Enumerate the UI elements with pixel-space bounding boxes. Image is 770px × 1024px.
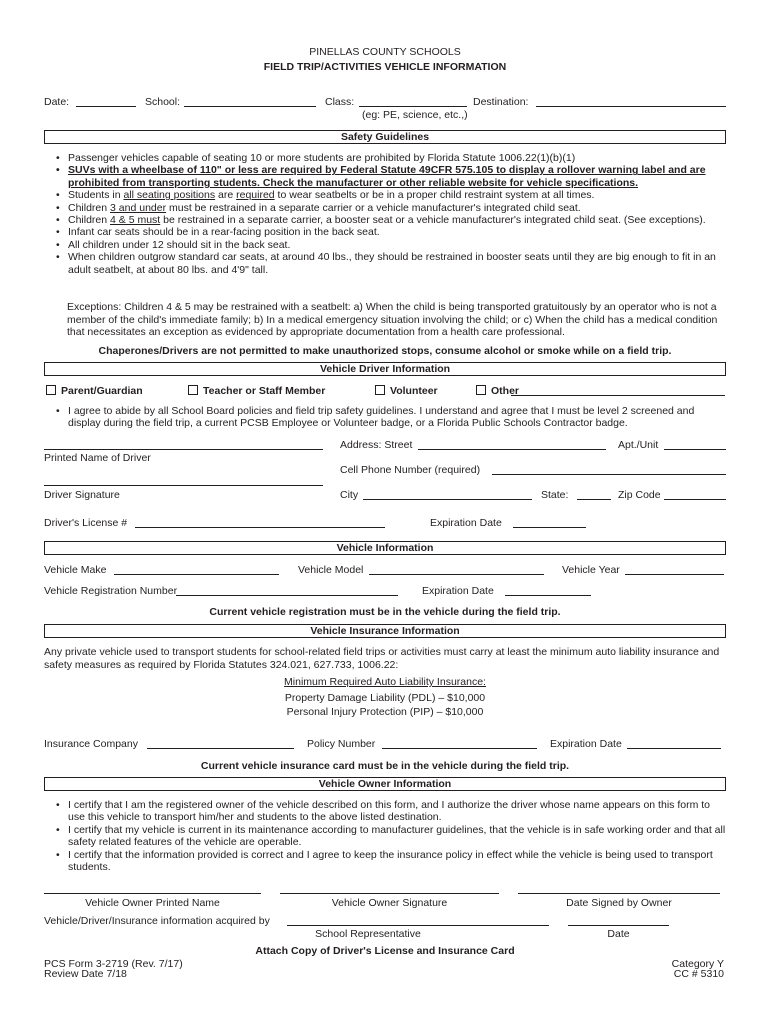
date-label: Date:: [44, 96, 70, 108]
checkbox-icon: [476, 385, 486, 395]
owner-certification: • I certify that the information provided is correct and I agree to keep the insurance policy in effect while the vehicle is being used to transport students.: [56, 849, 728, 874]
destination-field[interactable]: [536, 106, 726, 107]
safety-item: • Passenger vehicles capable of seating 10 or more students are prohibited by Florida Statute 1006.22(1)(b)(1): [56, 152, 728, 164]
safety-item-suv: • SUVs with a wheelbase of 110" or less are required by Federal Statute 49CFR 575.105 to display a rollover warning label and are prohibited from transporting students. Check the manufacturer or other reliable website for vehicle specifications.: [56, 164, 728, 189]
license-label: Driver's License #: [44, 517, 128, 529]
org-name: PINELLAS COUNTY SCHOOLS: [309, 46, 461, 58]
city-label: City: [340, 489, 359, 501]
driver-signature-label: Driver Signature: [44, 489, 120, 501]
owner-printed-name-field[interactable]: [44, 893, 261, 894]
driver-signature-field[interactable]: [44, 485, 323, 486]
state-field[interactable]: [577, 499, 611, 500]
checkbox-icon: [375, 385, 385, 395]
date-field[interactable]: [76, 106, 136, 107]
parent-guardian-checkbox[interactable]: Parent/Guardian: [46, 385, 143, 397]
license-expiration-label: Expiration Date: [430, 517, 502, 529]
owner-signature-label: Vehicle Owner Signature: [331, 897, 448, 909]
state-label: State:: [541, 489, 569, 501]
min-insurance-heading: Minimum Required Auto Liability Insurance:: [284, 676, 486, 688]
printed-name-field[interactable]: [44, 449, 323, 450]
cell-phone-label: Cell Phone Number (required): [340, 464, 481, 476]
rep-date-field[interactable]: [568, 925, 669, 926]
destination-label: Destination:: [473, 96, 529, 108]
policy-number-field[interactable]: [382, 748, 537, 749]
safety-list: [56, 152, 728, 276]
school-rep-label: School Representative: [315, 928, 421, 940]
teacher-staff-checkbox[interactable]: Teacher or Staff Member: [188, 385, 325, 397]
insurance-company-label: Insurance Company: [44, 738, 138, 750]
cc-number: CC # 5310: [673, 968, 724, 980]
driver-agreement: • I agree to abide by all School Board policies and field trip safety guidelines. I understand and agree that I must be level 2 screened and display during the field trip, a current PCSB Employee or Volunteer badge, or a Florida Public Schools Contractor badge.: [56, 405, 728, 430]
exceptions: Exceptions: Children 4 & 5 may be restrained with a seatbelt: a) When the child is being transported gratuitously by an operator who is not a member of the child's immediate family; b) In a medical emergency situation involving the child; or c) When the child has a medical condition that necessitates an exception as evidenced by appropriate documentation from a health care professional.: [67, 301, 718, 338]
owner-certification: • I certify that my vehicle is current in its maintenance according to manufacturer guidelines, that the vehicle is in safe working order and that all safety related features of the vehicle are operable.: [56, 824, 728, 849]
pip-requirement: Personal Injury Protection (PIP) – $10,000: [286, 706, 484, 718]
insurance-company-field[interactable]: [147, 748, 294, 749]
registration-field[interactable]: [176, 595, 398, 596]
owner-certification: • I certify that I am the registered owner of the vehicle described on this form, and I authorize the driver whose name appears on this form to use this vehicle to transport him/her and students to the above listed destination.: [56, 799, 728, 824]
apt-unit-label: Apt./Unit: [618, 439, 659, 451]
school-field[interactable]: [184, 106, 316, 107]
policy-number-label: Policy Number: [307, 738, 376, 750]
acquired-by-label: Vehicle/Driver/Insurance information acquired by: [44, 915, 270, 927]
zip-field[interactable]: [664, 499, 726, 500]
class-label: Class:: [325, 96, 355, 108]
driver-heading: Vehicle Driver Information: [44, 362, 726, 376]
vehicle-model-label: Vehicle Model: [298, 564, 364, 576]
printed-name-label: Printed Name of Driver: [44, 452, 151, 464]
pdl-requirement: Property Damage Liability (PDL) – $10,000: [284, 692, 486, 704]
city-field[interactable]: [363, 499, 532, 500]
insurance-expiration-field[interactable]: [627, 748, 721, 749]
vehicle-year-label: Vehicle Year: [562, 564, 620, 576]
other-checkbox[interactable]: Other: [476, 385, 519, 397]
safety-heading: Safety Guidelines: [44, 130, 726, 144]
insurance-note: Current vehicle insurance card must be in the vehicle during the field trip.: [200, 760, 570, 772]
other-field[interactable]: [511, 395, 725, 396]
school-rep-field[interactable]: [287, 925, 549, 926]
school-label: School:: [145, 96, 181, 108]
chaperone-note: Chaperones/Drivers are not permitted to make unauthorized stops, consume alcohol or smoke while on a field trip.: [98, 345, 672, 357]
address-street-field[interactable]: [418, 449, 606, 450]
safety-item: • When children outgrow standard car seats, at around 40 lbs., they should be restrained in booster seats until they are big enough to fit in an adult seatbelt, at about 80 lbs. and 4'9" tall.: [56, 251, 728, 276]
owner-printed-name-label: Vehicle Owner Printed Name: [85, 897, 220, 909]
vehicle-heading: Vehicle Information: [44, 541, 726, 555]
owner-date-field[interactable]: [518, 893, 720, 894]
registration-expiration-field[interactable]: [505, 595, 591, 596]
class-hint: (eg: PE, science, etc.,): [362, 109, 468, 121]
safety-item: • Students in all seating positions are required to wear seatbelts or be in a proper child restraint system at all times.: [56, 189, 728, 201]
review-date: Review Date 7/18: [44, 968, 127, 980]
owner-signature-field[interactable]: [280, 893, 499, 894]
insurance-expiration-label: Expiration Date: [550, 738, 622, 750]
safety-item: • All children under 12 should sit in the back seat.: [56, 239, 728, 251]
insurance-intro: Any private vehicle used to transport students for school-related field trips or activities must carry at least the minimum auto liability insurance and safety measures as required by Florida Statutes 324.021, 627.733, 1006.22:: [44, 646, 720, 671]
checkbox-icon: [46, 385, 56, 395]
apt-unit-field[interactable]: [664, 449, 726, 450]
attach-note: Attach Copy of Driver's License and Insurance Card: [255, 945, 515, 957]
registration-label: Vehicle Registration Number: [44, 585, 178, 597]
vehicle-year-field[interactable]: [625, 574, 724, 575]
address-street-label: Address: Street: [340, 439, 413, 451]
license-expiration-field[interactable]: [513, 527, 586, 528]
owner-heading: Vehicle Owner Information: [44, 777, 726, 791]
owner-certifications: [56, 799, 728, 873]
class-field[interactable]: [359, 106, 467, 107]
registration-note: Current vehicle registration must be in the vehicle during the field trip.: [209, 606, 561, 618]
vehicle-model-field[interactable]: [369, 574, 544, 575]
driver-agreement-list: [56, 405, 728, 430]
cell-phone-field[interactable]: [492, 474, 726, 475]
form-number: PCS Form 3-2719 (Rev. 7/17): [44, 958, 183, 970]
registration-expiration-label: Expiration Date: [422, 585, 494, 597]
safety-item: • Infant car seats should be in a rear-facing position in the back seat.: [56, 226, 728, 238]
form-title: FIELD TRIP/ACTIVITIES VEHICLE INFORMATION: [263, 61, 507, 73]
checkbox-icon: [188, 385, 198, 395]
license-field[interactable]: [135, 527, 385, 528]
insurance-heading: Vehicle Insurance Information: [44, 624, 726, 638]
vehicle-make-label: Vehicle Make: [44, 564, 107, 576]
safety-item: • Children 3 and under must be restrained in a separate carrier or a vehicle manufacturer's integrated child seat.: [56, 202, 728, 214]
rep-date-label: Date: [607, 928, 630, 940]
zip-label: Zip Code: [618, 489, 661, 501]
safety-item: • Children 4 & 5 must be restrained in a separate carrier, a booster seat or a vehicle manufacturer's integrated child seat. (See exceptions).: [56, 214, 728, 226]
vehicle-make-field[interactable]: [114, 574, 279, 575]
category: Category Y: [671, 958, 724, 970]
owner-date-label: Date Signed by Owner: [566, 897, 672, 909]
volunteer-checkbox[interactable]: Volunteer: [375, 385, 438, 397]
